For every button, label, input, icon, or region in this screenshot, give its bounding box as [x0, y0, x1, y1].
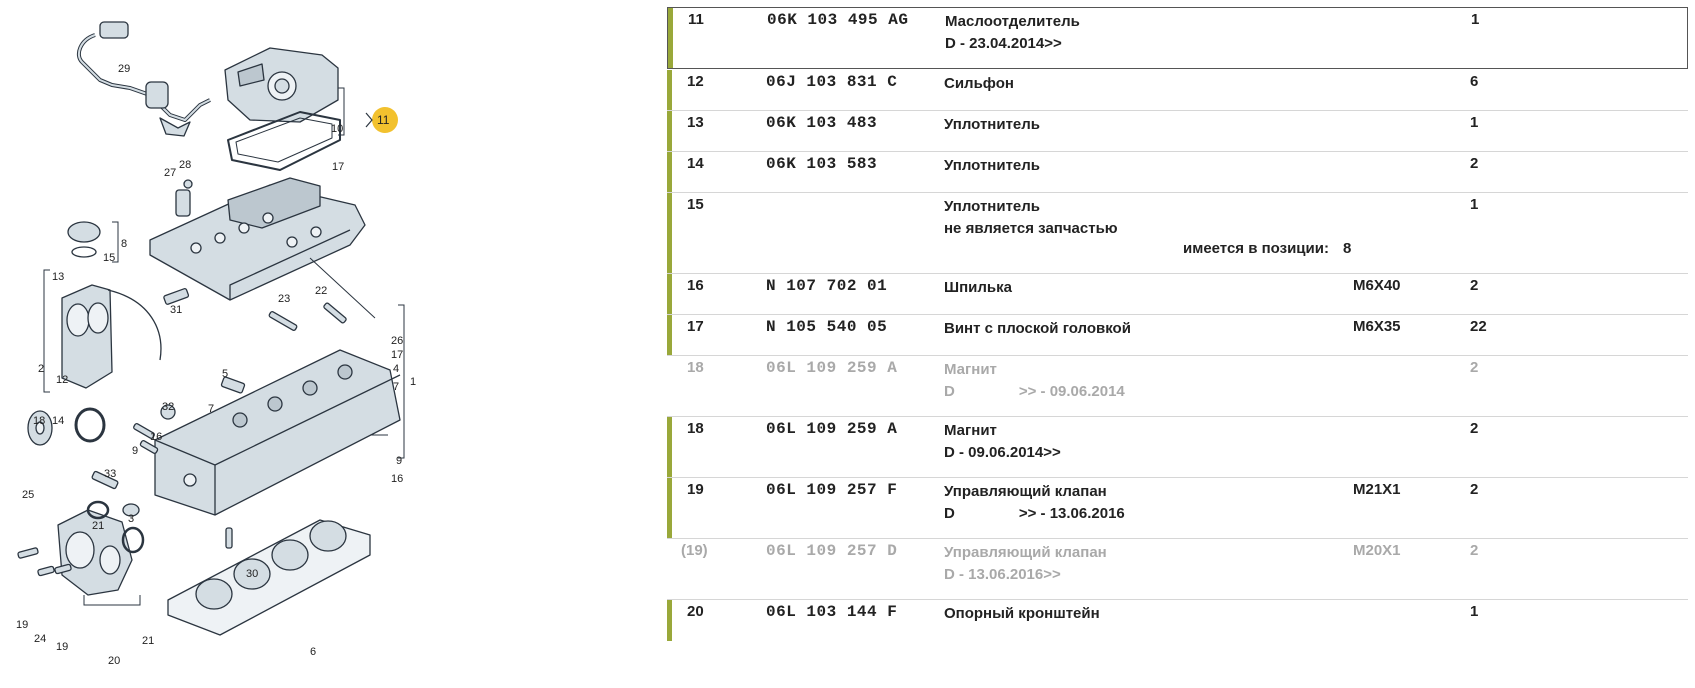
timing-cover	[62, 285, 112, 388]
callout-11-label: 11	[377, 113, 390, 127]
row-position: 19	[687, 481, 704, 498]
label-9b: 9	[396, 455, 403, 467]
row-position: 18	[687, 359, 704, 376]
label-24: 24	[34, 633, 47, 645]
row-note	[1183, 240, 1351, 257]
label-33: 33	[104, 468, 117, 480]
row-accent-bar	[667, 315, 672, 355]
parts-row-16[interactable]	[667, 274, 1688, 315]
label-2: 2	[38, 363, 45, 375]
row-accent-bar	[667, 274, 672, 314]
row-accent-bar	[667, 193, 672, 273]
row-description-name: Магнит	[944, 422, 997, 439]
row-quantity: 6	[1470, 73, 1479, 90]
label-3: 3	[128, 513, 135, 525]
row-spec: M6X35	[1353, 318, 1401, 335]
row-description	[944, 481, 1125, 525]
label-28: 28	[179, 159, 192, 171]
row-description	[944, 420, 1061, 464]
row-position: 11	[688, 11, 704, 28]
label-17: 17	[332, 161, 345, 173]
row-description-name: Маслоотделитель	[945, 13, 1080, 30]
row-accent-bar	[668, 8, 673, 68]
label-22: 22	[315, 285, 328, 297]
row-description-sub: D - 13.06.2016>>	[944, 566, 1061, 583]
row-part-number[interactable]: 06K 103 495 AG	[767, 11, 909, 29]
label-10: 10	[331, 123, 344, 135]
label-9: 9	[132, 445, 139, 457]
row-position: (19)	[681, 542, 708, 559]
label-4: 4	[393, 363, 400, 375]
row-part-number[interactable]: N 105 540 05	[766, 318, 888, 336]
row-part-number[interactable]: 06L 109 259 A	[766, 359, 898, 377]
label-16b: 16	[391, 473, 404, 485]
row-description	[944, 542, 1107, 586]
pipe-connector	[100, 22, 128, 38]
row-position: 16	[687, 277, 704, 294]
row-note-label: имеется в позиции:	[1183, 240, 1329, 257]
row-part-number[interactable]: 06L 103 144 F	[766, 603, 898, 621]
row-description-name: Управляющий клапан	[944, 544, 1107, 561]
row-quantity: 2	[1470, 481, 1479, 498]
label-8: 8	[121, 238, 128, 250]
row-date-code: D	[944, 505, 955, 522]
row-position: 14	[687, 155, 704, 172]
row-quantity: 2	[1470, 277, 1479, 294]
parts-diagram	[0, 0, 660, 688]
row-accent-bar	[667, 111, 672, 151]
row-accent-bar	[667, 152, 672, 192]
row-spec: M20X1	[1353, 542, 1401, 559]
row-description-sub	[944, 381, 1125, 403]
row-quantity: 1	[1470, 114, 1479, 131]
engine-exploded-view	[0, 0, 660, 688]
label-19b: 19	[56, 641, 69, 653]
row-description-name: Уплотнитель	[944, 198, 1041, 215]
row-note-value[interactable]: 8	[1342, 240, 1352, 257]
row-description-sub: D - 09.06.2014>>	[944, 444, 1061, 461]
row-position: 15	[687, 196, 704, 213]
row-description	[945, 11, 1080, 55]
parts-row-18[interactable]	[667, 417, 1688, 478]
row-description: Сильфон	[944, 75, 1014, 92]
row-part-number[interactable]: 06L 109 257 F	[766, 481, 898, 499]
row-quantity: 2	[1470, 420, 1479, 437]
row-quantity: 1	[1470, 603, 1479, 620]
label-14: 14	[52, 415, 65, 427]
label-18: 18	[33, 415, 46, 427]
row-date-code: D	[944, 383, 955, 400]
row-position: 18	[687, 420, 704, 437]
row-quantity: 2	[1470, 542, 1479, 559]
parts-row-13[interactable]	[667, 111, 1688, 152]
row-position: 17	[687, 318, 704, 335]
row-part-number[interactable]: 06L 109 259 A	[766, 420, 898, 438]
label-27: 27	[164, 167, 177, 179]
parts-row-15[interactable]	[667, 193, 1688, 274]
parts-row-19[interactable]	[667, 478, 1688, 539]
row-quantity: 1	[1470, 196, 1479, 213]
row-accent-bar	[667, 600, 672, 641]
row-spec: M21X1	[1353, 481, 1401, 498]
row-accent-bar	[667, 417, 672, 477]
label-15: 15	[103, 252, 116, 264]
row-spec: M6X40	[1353, 277, 1401, 294]
label-7b: 7	[208, 403, 215, 415]
row-position: 13	[687, 114, 704, 131]
label-32: 32	[162, 401, 175, 413]
row-position: 12	[687, 73, 704, 90]
label-26: 26	[391, 335, 404, 347]
row-description-sub: D - 23.04.2014>>	[945, 35, 1062, 52]
callout-11[interactable]	[366, 107, 398, 133]
row-quantity: 2	[1470, 359, 1479, 376]
parts-row-20[interactable]	[667, 600, 1688, 641]
parts-row-14[interactable]	[667, 152, 1688, 193]
row-part-number[interactable]: 06K 103 483	[766, 114, 878, 132]
oil-filler-cap	[68, 222, 100, 242]
row-part-number[interactable]: N 107 702 01	[766, 277, 888, 295]
row-quantity: 1	[1471, 11, 1480, 28]
row-description	[944, 196, 1118, 240]
parts-row-11[interactable]	[667, 7, 1688, 69]
label-31: 31	[170, 304, 183, 316]
row-description-sub: не является запчастью	[944, 220, 1118, 237]
label-6: 6	[310, 646, 317, 658]
parts-row-17[interactable]	[667, 315, 1688, 356]
parts-row-18-superseded[interactable]	[667, 356, 1688, 417]
parts-row-12[interactable]	[667, 70, 1688, 111]
row-description: Винт с плоской головкой	[944, 320, 1131, 337]
row-description-sub	[944, 503, 1125, 525]
label-1: 1	[410, 376, 417, 388]
row-quantity: 2	[1470, 155, 1479, 172]
label-7: 7	[393, 381, 400, 393]
row-description: Уплотнитель	[944, 157, 1041, 174]
row-description: Опорный кронштейн	[944, 605, 1100, 622]
row-position: 20	[687, 603, 704, 620]
label-12: 12	[56, 374, 69, 386]
label-19: 19	[16, 619, 29, 631]
label-13: 13	[52, 271, 65, 283]
row-description	[944, 359, 1125, 403]
row-description: Уплотнитель	[944, 116, 1041, 133]
label-29: 29	[118, 63, 131, 75]
parts-list	[667, 7, 1695, 688]
row-part-number[interactable]: 06K 103 583	[766, 155, 878, 173]
row-part-number[interactable]: 06J 103 831 C	[766, 73, 898, 91]
label-21: 21	[92, 520, 105, 532]
row-part-number[interactable]: 06L 109 257 D	[766, 542, 898, 560]
row-description-name: Магнит	[944, 361, 997, 378]
row-accent-bar	[667, 70, 672, 110]
label-21b: 21	[142, 635, 155, 647]
label-5: 5	[222, 368, 229, 380]
label-20: 20	[108, 655, 121, 667]
row-description-name: Управляющий клапан	[944, 483, 1107, 500]
label-30: 30	[246, 568, 259, 580]
row-date-range: >> - 13.06.2016	[1018, 505, 1125, 522]
row-quantity: 22	[1470, 318, 1487, 335]
label-16: 16	[150, 431, 163, 443]
cylinder-head	[155, 350, 403, 515]
row-date-range: >> - 09.06.2014	[1018, 383, 1125, 400]
row-accent-bar	[667, 478, 672, 538]
label-17b: 17	[391, 349, 404, 361]
label-23: 23	[278, 293, 291, 305]
label-25: 25	[22, 489, 35, 501]
parts-row-19-alt[interactable]	[667, 539, 1688, 600]
row-description: Шпилька	[944, 279, 1012, 296]
